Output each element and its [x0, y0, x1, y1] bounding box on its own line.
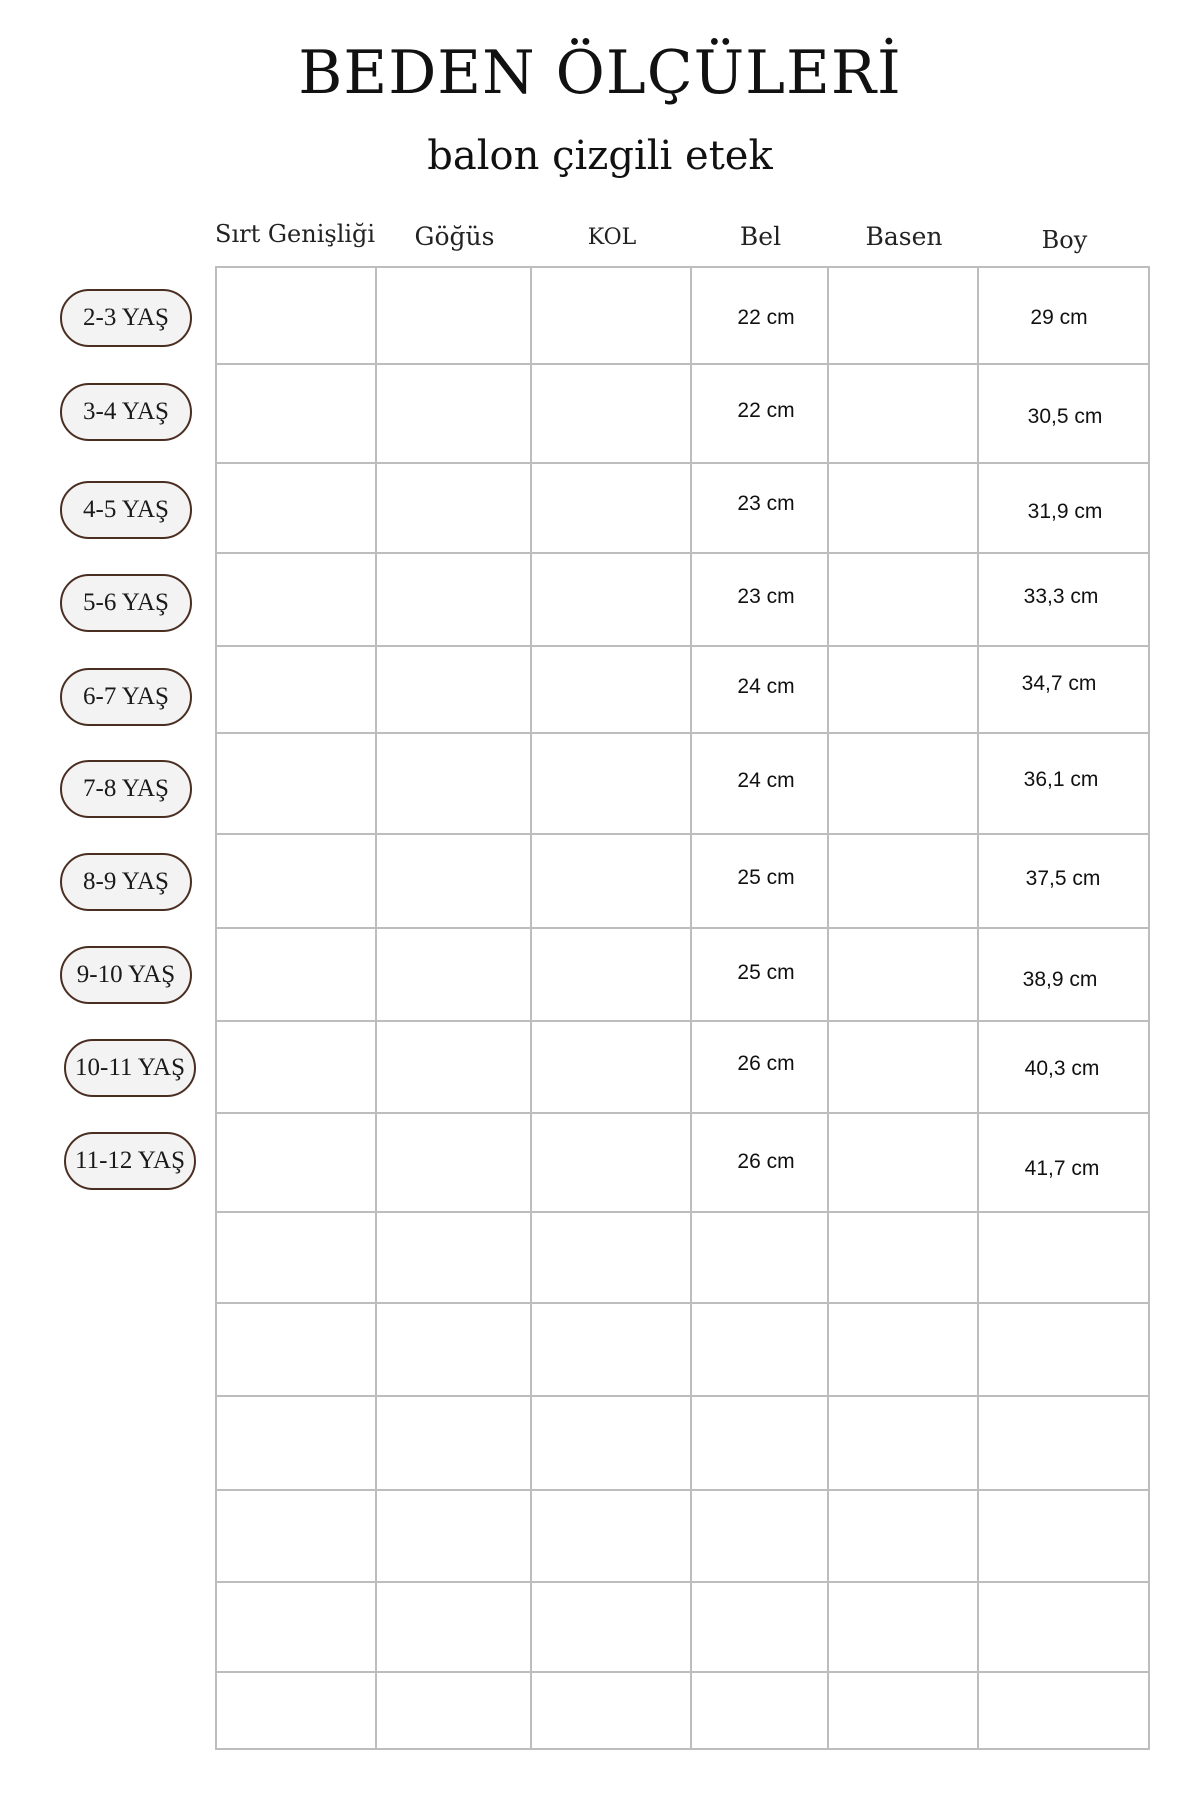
- bel-value: 24 cm: [737, 675, 795, 698]
- age-label-9-10: 9-10 YAŞ: [60, 946, 192, 1004]
- grid-hline: [215, 1671, 1150, 1673]
- age-label-11-12: 11-12 YAŞ: [64, 1132, 196, 1190]
- age-label-5-6: 5-6 YAŞ: [60, 574, 192, 632]
- column-header-basen: Basen: [865, 222, 943, 251]
- grid-vline: [827, 266, 829, 1750]
- bel-value: 26 cm: [737, 1150, 795, 1173]
- boy-value: 33,3 cm: [1023, 585, 1099, 608]
- grid-hline: [215, 266, 1150, 268]
- grid-vline: [530, 266, 532, 1750]
- bel-value: 25 cm: [737, 866, 795, 889]
- column-header-boy: Boy: [1041, 226, 1088, 254]
- boy-value: 41,7 cm: [1024, 1157, 1100, 1180]
- grid-vline: [1148, 266, 1150, 1750]
- grid-hline: [215, 833, 1150, 835]
- bel-value: 24 cm: [737, 769, 795, 792]
- grid-hline: [215, 1581, 1150, 1583]
- grid-hline: [215, 462, 1150, 464]
- grid-hline: [215, 1748, 1150, 1750]
- column-header-bel: Bel: [739, 222, 782, 251]
- bel-value: 22 cm: [737, 399, 795, 422]
- age-label-7-8: 7-8 YAŞ: [60, 760, 192, 818]
- age-label-4-5: 4-5 YAŞ: [60, 481, 192, 539]
- bel-value: 22 cm: [737, 306, 795, 329]
- column-header-sirt-genisligi: Sırt Genişliği: [215, 220, 376, 248]
- grid-hline: [215, 732, 1150, 734]
- grid-vline: [375, 266, 377, 1750]
- boy-value: 30,5 cm: [1027, 405, 1103, 428]
- bel-value: 26 cm: [737, 1052, 795, 1075]
- column-header-gogus: Göğüs: [414, 222, 495, 251]
- grid-hline: [215, 552, 1150, 554]
- grid-hline: [215, 1211, 1150, 1213]
- bel-value: 23 cm: [737, 585, 795, 608]
- grid-vline: [690, 266, 692, 1750]
- grid-hline: [215, 1395, 1150, 1397]
- grid-hline: [215, 363, 1150, 365]
- boy-value: 29 cm: [1030, 306, 1088, 329]
- size-table-grid: [215, 266, 1150, 1750]
- page-title: BEDEN ÖLÇÜLERİ: [298, 38, 902, 108]
- bel-value: 23 cm: [737, 492, 795, 515]
- grid-hline: [215, 1489, 1150, 1491]
- page-subtitle: balon çizgili etek: [427, 133, 773, 179]
- grid-hline: [215, 1020, 1150, 1022]
- age-label-8-9: 8-9 YAŞ: [60, 853, 192, 911]
- boy-value: 34,7 cm: [1021, 672, 1097, 695]
- boy-value: 31,9 cm: [1027, 500, 1103, 523]
- grid-hline: [215, 927, 1150, 929]
- age-label-3-4: 3-4 YAŞ: [60, 383, 192, 441]
- age-label-2-3: 2-3 YAŞ: [60, 289, 192, 347]
- grid-vline: [215, 266, 217, 1750]
- boy-value: 40,3 cm: [1024, 1057, 1100, 1080]
- grid-hline: [215, 645, 1150, 647]
- grid-vline: [977, 266, 979, 1750]
- grid-hline: [215, 1112, 1150, 1114]
- grid-hline: [215, 1302, 1150, 1304]
- column-header-kol: KOL: [587, 225, 637, 250]
- boy-value: 36,1 cm: [1023, 768, 1099, 791]
- boy-value: 37,5 cm: [1025, 867, 1101, 890]
- age-label-6-7: 6-7 YAŞ: [60, 668, 192, 726]
- bel-value: 25 cm: [737, 961, 795, 984]
- age-label-10-11: 10-11 YAŞ: [64, 1039, 196, 1097]
- boy-value: 38,9 cm: [1022, 968, 1098, 991]
